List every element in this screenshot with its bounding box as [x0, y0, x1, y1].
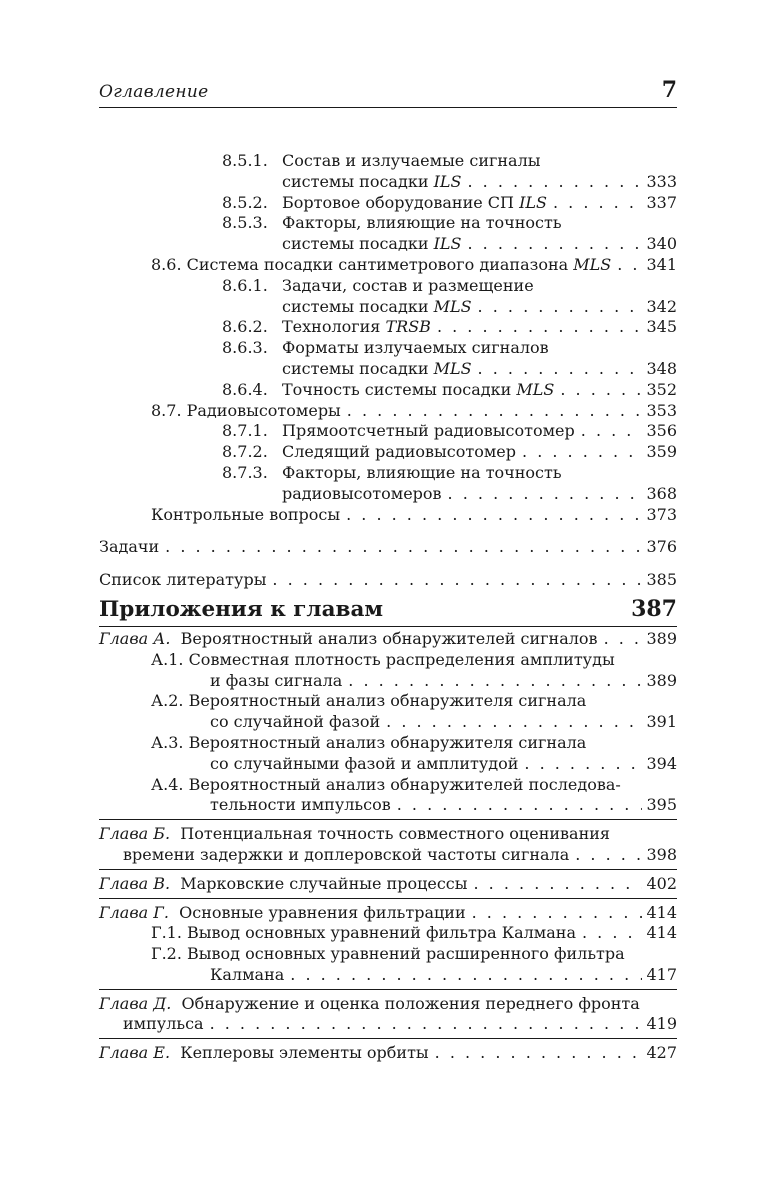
entry-title: Список литературы	[99, 570, 267, 590]
entry-title: тельности импульсов	[210, 795, 391, 815]
toc-entry-8-7-1[interactable]	[99, 421, 677, 442]
toc-entry-8-5-1[interactable]	[99, 151, 677, 172]
toc-entry-g1[interactable]	[99, 923, 677, 944]
entry-number: 8.6.3.	[222, 338, 268, 358]
entry-page: 417	[646, 964, 677, 984]
appendix-page: 387	[631, 595, 677, 622]
entry-page: 352	[646, 379, 677, 399]
toc-entry-a4[interactable]	[99, 775, 677, 796]
dot-leader	[575, 845, 642, 866]
toc-entry-8-7-2[interactable]	[99, 442, 677, 463]
entry-title: Глава А. Вероятностный анализ обнаружителей сигналов	[99, 628, 598, 648]
entry-title: системы посадки MLS	[282, 296, 472, 316]
toc-entry-problems[interactable]	[99, 537, 677, 558]
dot-leader	[582, 923, 642, 944]
toc-entry-references[interactable]	[99, 570, 677, 591]
entry-page: 414	[646, 902, 677, 922]
header-rule	[99, 107, 677, 108]
entry-title: радиовысотомеров	[282, 483, 442, 503]
dot-leader	[210, 1014, 643, 1035]
toc-entry-a2-cont[interactable]	[99, 712, 677, 733]
entry-page: 395	[646, 795, 677, 815]
dot-leader	[386, 712, 642, 733]
dot-leader	[604, 629, 643, 650]
dot-leader	[347, 401, 643, 422]
toc-entry-8-6-3-cont[interactable]	[99, 359, 677, 380]
entry-title: Глава В. Марковские случайные процессы	[99, 873, 468, 893]
dot-leader	[290, 965, 642, 986]
entry-number: 8.6.	[151, 254, 182, 274]
toc-entry-8-6-3[interactable]	[99, 338, 677, 359]
entry-title: Г.1. Вывод основных уравнений фильтра Калмана	[151, 923, 576, 943]
entry-title: Радиовысотомеры	[186, 400, 341, 420]
entry-page: 340	[646, 234, 677, 254]
entry-title: времени задержки и доплеровской частоты сигнала	[123, 844, 570, 864]
toc-entry-a2[interactable]	[99, 691, 677, 712]
dot-leader	[467, 172, 642, 193]
entry-page: 376	[646, 537, 677, 557]
toc-entry-review-questions[interactable]	[99, 505, 677, 526]
entry-title: системы посадки ILS	[282, 234, 462, 254]
entry-number: 8.7.3.	[222, 462, 268, 482]
entry-title: А.1. Совместная плотность распределения амплитуды	[151, 649, 615, 669]
toc-entry-8-5-3[interactable]	[99, 213, 677, 234]
entry-number: 8.7.	[151, 400, 182, 420]
entry-page: 368	[646, 483, 677, 503]
appendix-heading[interactable]	[99, 592, 677, 626]
entry-page: 356	[646, 421, 677, 441]
toc-entry-g2-cont[interactable]	[99, 965, 677, 986]
entry-number: 8.7.2.	[222, 442, 268, 462]
entry-page: 385	[646, 570, 677, 590]
divider	[99, 1038, 677, 1039]
toc-entry-8-6[interactable]	[99, 255, 677, 276]
entry-title: системы посадки MLS	[282, 358, 472, 378]
entry-page: 373	[646, 504, 677, 524]
appendix-title: Приложения к главам	[99, 596, 384, 622]
dot-leader	[617, 255, 642, 276]
toc-entry-8-6-2[interactable]	[99, 317, 677, 338]
toc-entry-chapter-d[interactable]	[99, 994, 677, 1015]
page-number: 7	[661, 77, 677, 103]
entry-page: 359	[646, 442, 677, 462]
entry-number: 8.6.2.	[222, 317, 268, 337]
entry-title: импульса	[123, 1014, 204, 1034]
entry-page: 337	[646, 192, 677, 212]
dot-leader	[165, 537, 642, 558]
entry-page: 389	[646, 670, 677, 690]
toc-entry-g2[interactable]	[99, 944, 677, 965]
dot-leader	[448, 484, 643, 505]
toc-entry-8-5-1-cont[interactable]	[99, 172, 677, 193]
entry-page: 341	[646, 254, 677, 274]
entry-title: Контрольные вопросы	[151, 504, 341, 524]
entry-number: 8.5.3.	[222, 213, 268, 233]
entry-title: системы посадки ILS	[282, 171, 462, 191]
toc-entry-chapter-a[interactable]	[99, 629, 677, 650]
toc-entry-chapter-b-cont[interactable]	[99, 845, 677, 866]
dot-leader	[553, 193, 642, 214]
entry-page: 353	[646, 400, 677, 420]
entry-title: Технология TRSB	[282, 317, 431, 337]
entry-page: 427	[646, 1043, 677, 1063]
toc-entry-8-5-2[interactable]	[99, 193, 677, 214]
entry-title: Глава Г. Основные уравнения фильтрации	[99, 902, 466, 922]
toc-entry-a3-cont[interactable]	[99, 754, 677, 775]
dot-leader	[472, 903, 643, 924]
entry-page: 333	[646, 171, 677, 191]
entry-title: Бортовое оборудование СП ILS	[282, 192, 547, 212]
entry-title: Прямоотсчетный радиовысотомер	[282, 421, 575, 441]
entry-title: Факторы, влияющие на точность	[282, 213, 562, 233]
dot-leader	[437, 317, 643, 338]
entry-number: 8.5.2.	[222, 192, 268, 212]
entry-page: 398	[646, 844, 677, 864]
dot-leader	[478, 359, 643, 380]
entry-title: Задачи	[99, 537, 160, 557]
toc-entry-chapter-b[interactable]	[99, 824, 677, 845]
toc-entry-8-7-3-cont[interactable]	[99, 484, 677, 505]
toc-entry-a1[interactable]	[99, 650, 677, 671]
table-of-contents	[99, 151, 677, 1064]
divider	[99, 819, 677, 820]
entry-title: Точность системы посадки MLS	[282, 379, 555, 399]
dot-leader	[435, 1043, 643, 1064]
dot-leader	[346, 505, 642, 526]
entry-title: А.4. Вероятностный анализ обнаружителей последова-	[151, 774, 621, 794]
dot-leader	[524, 754, 642, 775]
toc-entry-chapter-d-cont[interactable]	[99, 1014, 677, 1035]
entry-page: 419	[646, 1014, 677, 1034]
toc-entry-8-6-4[interactable]	[99, 380, 677, 401]
divider	[99, 989, 677, 990]
divider	[99, 898, 677, 899]
toc-entry-a1-cont[interactable]	[99, 671, 677, 692]
toc-entry-8-5-3-cont[interactable]	[99, 234, 677, 255]
toc-entry-8-6-1[interactable]	[99, 276, 677, 297]
toc-entry-chapter-v[interactable]	[99, 874, 677, 895]
entry-page: 391	[646, 712, 677, 732]
entry-page: 348	[646, 358, 677, 378]
toc-entry-a4-cont[interactable]	[99, 795, 677, 816]
entry-title: Г.2. Вывод основных уравнений расширенного фильтра	[151, 944, 625, 964]
entry-page: 394	[646, 753, 677, 773]
entry-title: со случайными фазой и амплитудой	[210, 753, 519, 773]
entry-page: 345	[646, 317, 677, 337]
entry-title: со случайной фазой	[210, 712, 381, 732]
toc-entry-chapter-e[interactable]	[99, 1043, 677, 1064]
entry-number: 8.6.4.	[222, 379, 268, 399]
dot-leader	[467, 234, 642, 255]
dot-leader	[348, 671, 642, 692]
toc-page	[99, 0, 677, 1182]
toc-entry-a3[interactable]	[99, 733, 677, 754]
entry-number: 8.6.1.	[222, 275, 268, 295]
toc-entry-8-7-3[interactable]	[99, 463, 677, 484]
entry-title: Глава Д. Обнаружение и оценка положения переднего фронта	[99, 993, 640, 1013]
dot-leader	[397, 795, 643, 816]
entry-page: 389	[646, 628, 677, 648]
entry-page: 342	[646, 296, 677, 316]
toc-entry-8-6-1-cont[interactable]	[99, 297, 677, 318]
entry-number: 8.7.1.	[222, 421, 268, 441]
dot-leader	[522, 442, 642, 463]
dot-leader	[478, 297, 643, 318]
dot-leader	[581, 421, 643, 442]
entry-number: 8.5.1.	[222, 151, 268, 170]
header-title: Оглавление	[99, 82, 209, 102]
dot-leader	[474, 874, 643, 895]
entry-title: А.2. Вероятностный анализ обнаружителя сигнала	[151, 691, 587, 711]
entry-title: Глава Е. Кеплеровы элементы орбиты	[99, 1043, 429, 1063]
entry-title: Система посадки сантиметрового диапазона MLS	[186, 254, 612, 274]
entry-title: Состав и излучаемые сигналы	[282, 151, 541, 170]
entry-title: Калмана	[210, 964, 285, 984]
entry-title: Глава Б. Потенциальная точность совместного оценивания	[99, 824, 610, 844]
entry-title: Факторы, влияющие на точность	[282, 462, 562, 482]
entry-title: А.3. Вероятностный анализ обнаружителя сигнала	[151, 732, 587, 752]
entry-page: 414	[646, 923, 677, 943]
toc-entry-8-7[interactable]	[99, 401, 677, 422]
entry-title: Форматы излучаемых сигналов	[282, 338, 549, 358]
running-header	[99, 77, 677, 106]
dot-leader	[560, 380, 642, 401]
entry-title: Следящий радиовысотомер	[282, 442, 517, 462]
toc-entry-chapter-g[interactable]	[99, 903, 677, 924]
divider	[99, 869, 677, 870]
entry-title: Задачи, состав и размещение	[282, 275, 534, 295]
entry-page: 402	[646, 873, 677, 893]
entry-title: и фазы сигнала	[210, 670, 343, 690]
dot-leader	[272, 570, 642, 591]
